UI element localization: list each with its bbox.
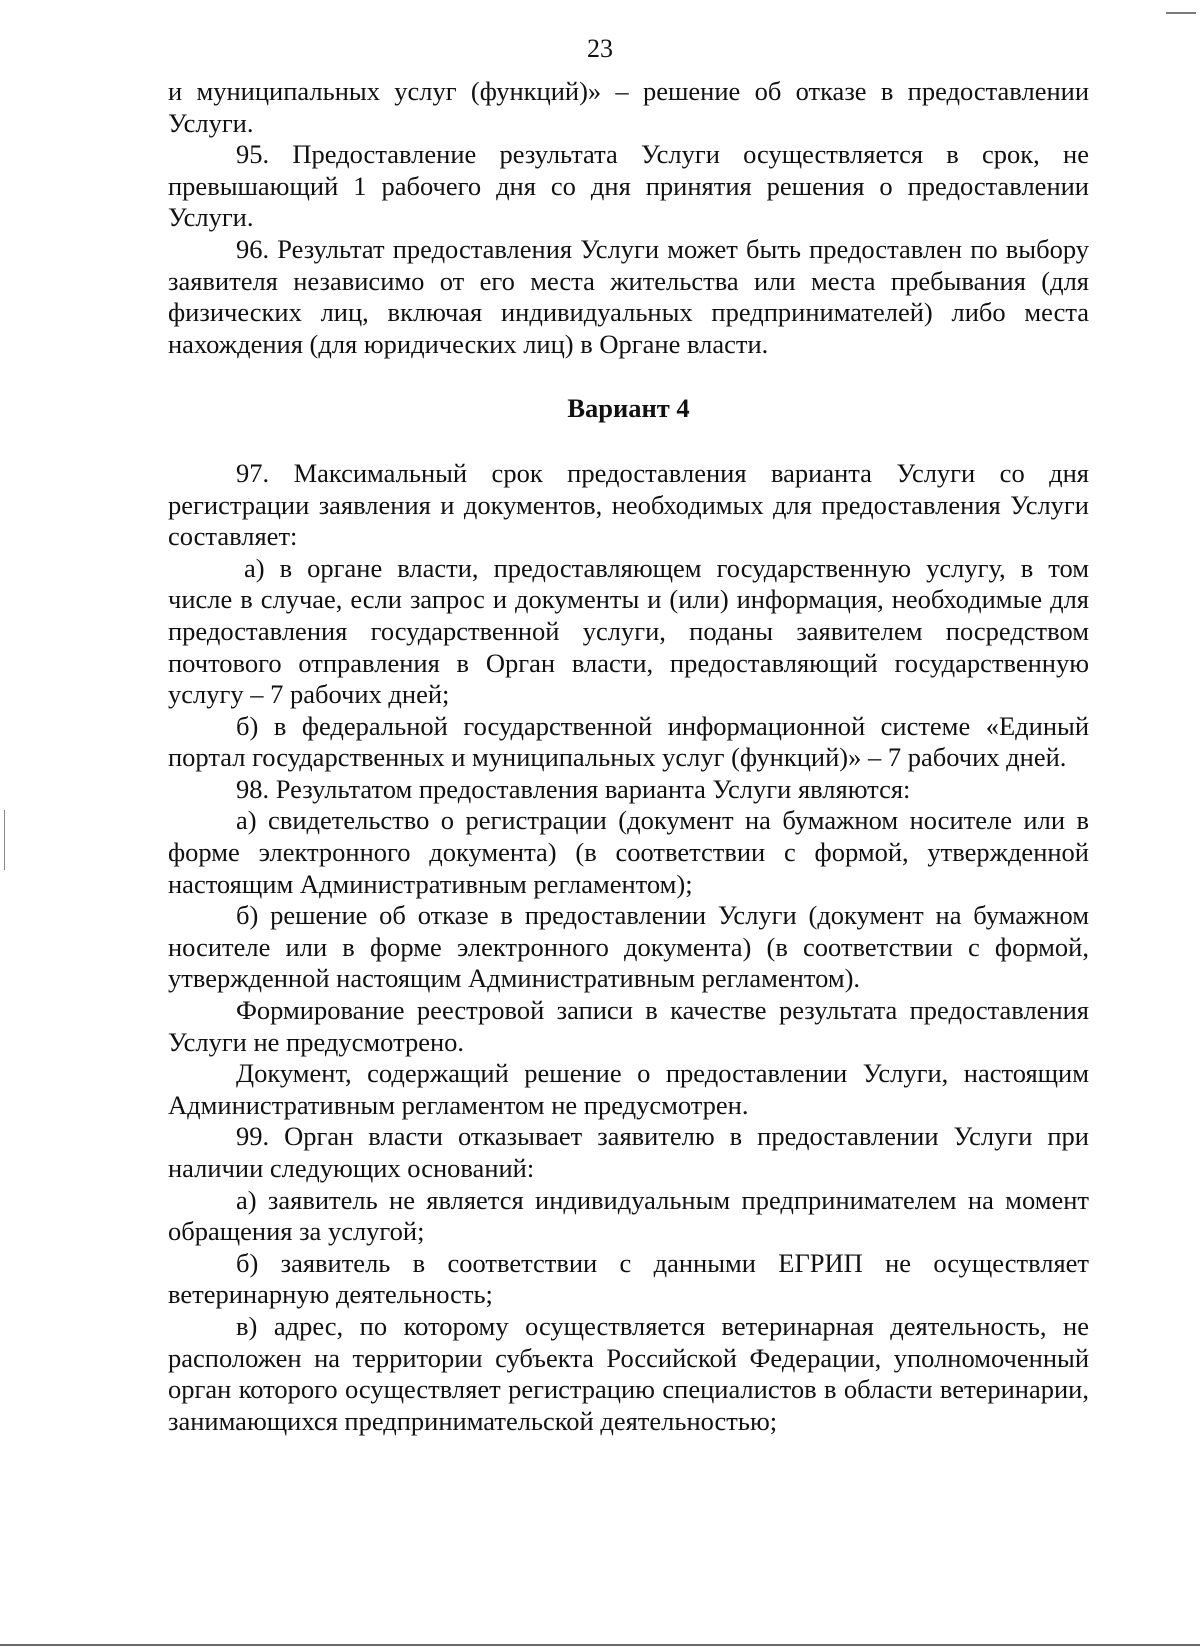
- scan-artifact-bottom: [0, 1644, 1200, 1646]
- paragraph-97a: а) в органе власти, предоставляющем государственную услугу, в том числе в случае, если запрос и документы и (или) информация, необходимые для предоставления государственной услуги, поданы заявителем посредством почтового отправления в Орган власти, предоставляющий государственную услугу – 7 рабочих дней;: [168, 552, 1089, 710]
- paragraph-98c: Формирование реестровой записи в качестве результата предоставления Услуги не предусмотрено.: [168, 995, 1089, 1057]
- paragraph-99c: в) адрес, по которому осуществляется ветеринарная деятельность, не расположен на территории субъекта Российской Федерации, уполномоченный орган которого осуществляет регистрацию специалистов в области ветеринарии, занимающихся предпринимательской деятельностью;: [168, 1310, 1089, 1436]
- section-heading: Вариант 4: [567, 393, 690, 424]
- paragraph-96: 96. Результат предоставления Услуги может быть предоставлен по выбору заявителя независимо от его места жительства или места пребывания (для физических лиц, включая индивидуальных предпринимателей) либо места нахождения (для юридических лиц) в Органе власти.: [168, 233, 1089, 359]
- paragraph-97b: б) в федеральной государственной информационной системе «Единый портал государственных и муниципальных услуг (функций)» – 7 рабочих дней.: [168, 710, 1089, 773]
- paragraph-97: 97. Максимальный срок предоставления варианта Услуги со дня регистрации заявления и документов, необходимых для предоставления Услуги составляет:: [168, 457, 1089, 552]
- paragraph-98: 98. Результатом предоставления варианта Услуги являются:: [236, 773, 911, 804]
- scan-artifact-top: [1166, 0, 1196, 14]
- paragraph-98a: а) свидетельство о регистрации (документ на бумажном носителе или в форме электронного документа) (в соответствии с формой, утвержденной настоящим Административным регламентом);: [168, 805, 1089, 899]
- page-number: 23: [587, 34, 613, 63]
- paragraph-99b: б) заявитель в соответствии с данными ЕГРИП не осуществляет ветеринарную деятельность;: [168, 1247, 1089, 1310]
- paragraph-98d: Документ, содержащий решение о предоставлении Услуги, настоящим Административным регламентом не предусмотрен.: [168, 1058, 1089, 1120]
- paragraph-95: 95. Предоставление результата Услуги осуществляется в срок, не превышающий 1 рабочего дня со дня принятия решения о предоставлении Услуги.: [168, 139, 1089, 233]
- document-body: [168, 76, 1089, 1437]
- paragraph-99: 99. Орган власти отказывает заявителю в предоставлении Услуги при наличии следующих оснований:: [168, 1121, 1089, 1183]
- paragraph-98b: б) решение об отказе в предоставлении Услуги (документ на бумажном носителе или в форме электронного документа) (в соответствии с формой, утвержденной настоящим Административным регламентом).: [168, 900, 1089, 994]
- paragraph-99a: а) заявитель не является индивидуальным предпринимателем на момент обращения за услугой;: [168, 1184, 1089, 1247]
- paragraph-continuation: и муниципальных услуг (функций)» – решение об отказе в предоставлении Услуги.: [168, 76, 1089, 138]
- scan-artifact-left: [4, 810, 5, 870]
